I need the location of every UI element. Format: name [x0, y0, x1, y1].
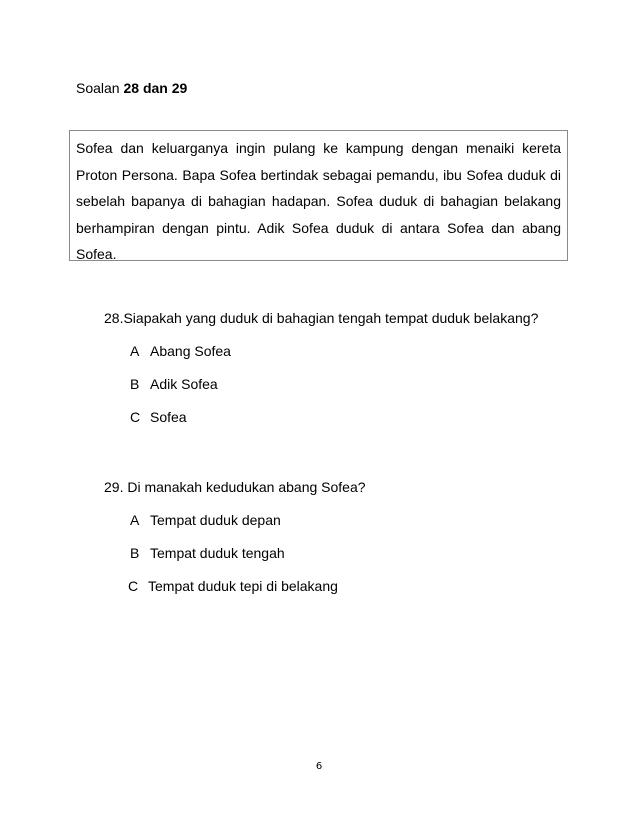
page-number: 6: [315, 761, 323, 772]
option-text: Adik Sofea: [150, 376, 218, 392]
heading-question-range: 28 dan 29: [123, 80, 188, 96]
passage-text: Sofea dan keluarganya ingin pulang ke kampung dengan menaiki kereta Proton Persona. Bapa Sofea bertindak sebagai pemandu, ibu Sofea duduk di sebelah bapanya di bahagian hadapan. Sofea duduk di bahagian belakang berhampiran dengan pintu. Adik Sofea duduk di antara Sofea dan abang Sofea.: [76, 140, 561, 262]
option-letter: A: [130, 512, 140, 528]
question-28: 28.Siapakah yang duduk di bahagian tengah tempat duduk belakang?: [104, 310, 539, 326]
option-letter: B: [130, 545, 140, 561]
question-29-option-c[interactable]: [128, 578, 338, 594]
option-text: Sofea: [150, 409, 187, 425]
question-28-option-c[interactable]: [130, 409, 187, 425]
section-heading: [76, 80, 187, 96]
question-29-option-b[interactable]: [130, 545, 285, 561]
option-letter: A: [130, 343, 140, 359]
option-letter: C: [128, 578, 139, 594]
option-text: Tempat duduk depan: [150, 512, 281, 528]
passage-box: [69, 130, 568, 261]
heading-prefix: Soalan: [76, 80, 120, 96]
option-text: Tempat duduk tepi di belakang: [148, 578, 338, 594]
option-letter: B: [130, 376, 140, 392]
option-text: Tempat duduk tengah: [150, 545, 285, 561]
question-29-option-a[interactable]: [130, 512, 281, 528]
option-text: Abang Sofea: [150, 343, 231, 359]
option-letter: C: [130, 409, 141, 425]
question-28-option-a[interactable]: [130, 343, 231, 359]
question-29: 29. Di manakah kedudukan abang Sofea?: [104, 479, 366, 495]
question-28-option-b[interactable]: [130, 376, 218, 392]
